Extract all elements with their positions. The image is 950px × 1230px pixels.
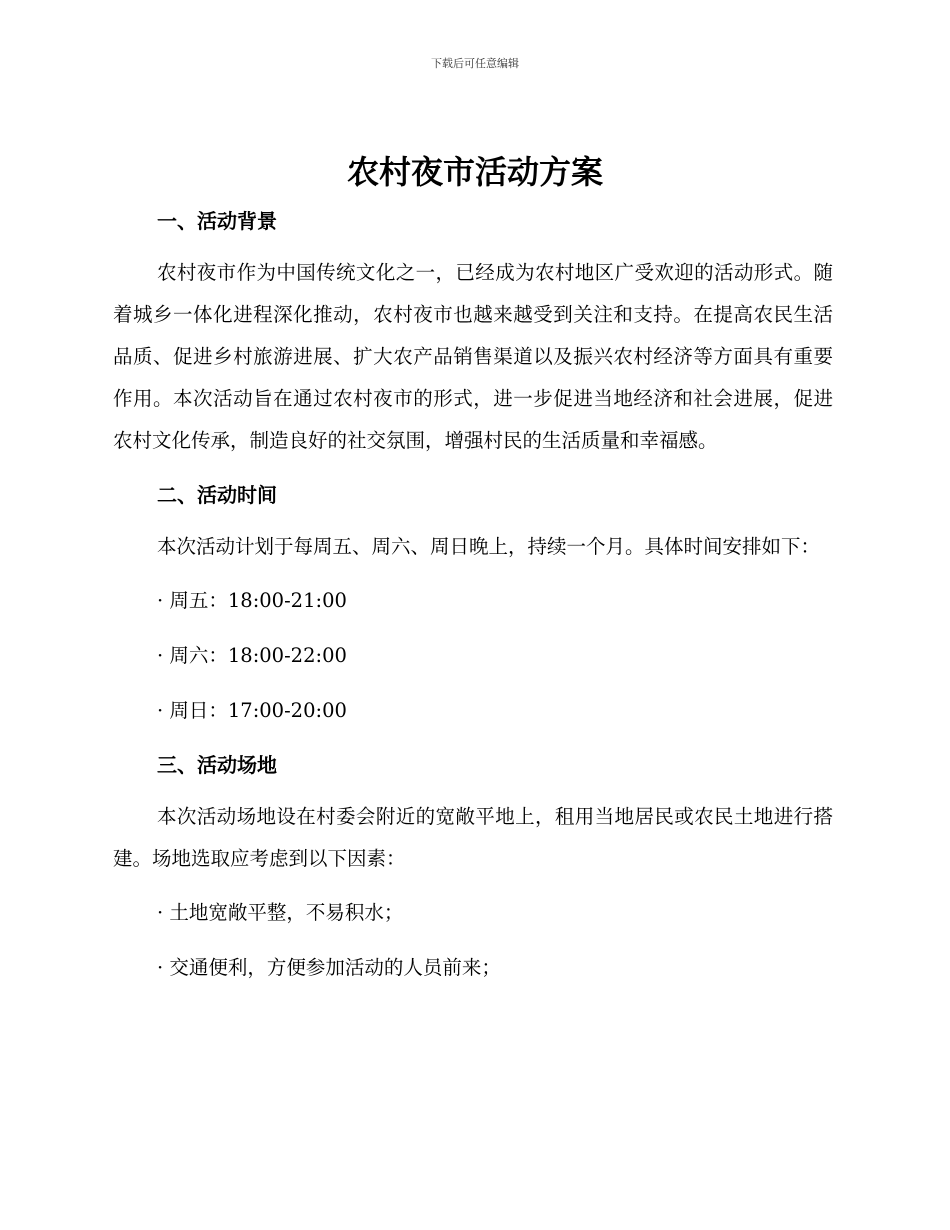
document-title: 农村夜市活动方案: [346, 153, 603, 191]
list-item-venue-access: · 交通便利，方便参加活动的人员前来；: [157, 956, 501, 979]
section-paragraph-background: 农村夜市作为中国传统文化之一，已经成为农村地区广受欢迎的活动形式。随着城乡一体化进程深化推动，农村夜市也越来越受到关注和支持。在提高农民生活品质、促进乡村旅游进展、扩大农产品销售渠道以及振兴农村经济等方面具有重要作用。本次活动旨在通过农村夜市的形式，进一步促进当地经济和社会进展，促进农村文化传承，制造良好的社交氛围，增强村民的生活质量和幸福感。: [113, 261, 833, 452]
list-item-venue-flat: · 土地宽敞平整，不易积水；: [157, 901, 404, 924]
list-item-sunday: · 周日：17:00-20:00: [157, 699, 347, 722]
section-heading-time: 二、活动时间: [157, 483, 277, 507]
list-item-friday: · 周五：18:00-21:00: [157, 589, 347, 612]
header-note: 下载后可任意编辑: [431, 57, 519, 70]
document-body: [113, 200, 833, 989]
section-heading-venue: 三、活动场地: [157, 753, 277, 777]
section-paragraph-venue: 本次活动场地设在村委会附近的宽敞平地上，租用当地居民或农民土地进行搭建。场地选取应考虑到以下因素：: [113, 805, 833, 870]
section-heading-background: 一、活动背景: [157, 209, 277, 233]
section-paragraph-time: 本次活动计划于每周五、周六、周日晚上，持续一个月。具体时间安排如下：: [157, 535, 821, 558]
list-item-saturday: · 周六：18:00-22:00: [157, 644, 347, 667]
